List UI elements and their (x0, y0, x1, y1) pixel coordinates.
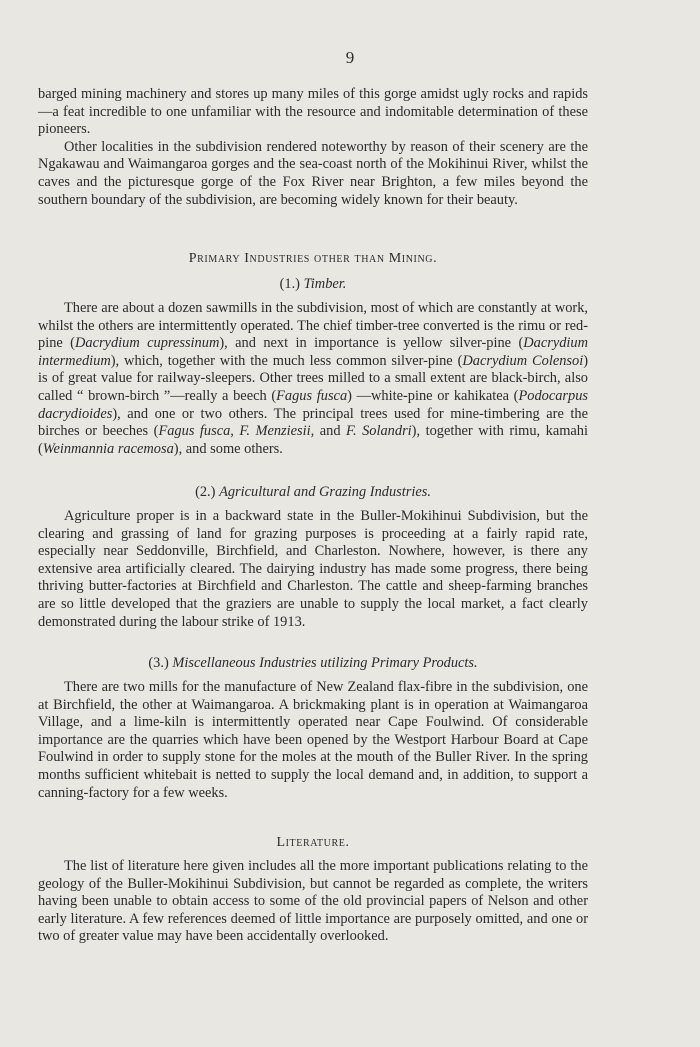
misc-subheading (38, 655, 588, 673)
agricultural-section (38, 508, 588, 631)
primary-industries-heading: Primary Industries other than Mining. (188, 251, 438, 266)
literature-heading: Literature. (276, 835, 350, 850)
timber-title: Timber. (303, 276, 347, 292)
literature-section (38, 858, 588, 946)
timber-paragraph: There are about a dozen sawmills in the subdivision, most of which are constantly at work, whilst the others are intermittently operated. The chief timber-tree converted is the rimu or red-pine (Dacrydium cupressinum), and next in importance is yellow silver-pine (Dacrydium intermedium), which, together with the much less common silver-pine (Dacrydium Colensoi) is of great value for railway-sleepers. Other trees milled to a small extent are black-birch, also called “ brown-birch ”—really a beech (Fagus fusca) —white-pine or kahikatea (Podocarpus dacrydioides), and one or two others. The principal trees used for mine-timbering are the birches or beeches (Fagus fusca, F. Menziesii, and F. Solandri), together with rimu, kamahi (Weinmannia racemosa), and some others. (38, 300, 589, 457)
intro-paragraph-continued: barged mining machinery and stores up many miles of this gorge amidst ugly rocks and rapids—a feat incredible to one unfamiliar with the resource and indomitable determination of these pioneers. (38, 86, 588, 138)
agricultural-subheading (38, 484, 588, 502)
agricultural-title: Agricultural and Grazing Industries. (219, 484, 431, 500)
misc-number: (3.) (148, 655, 169, 671)
agricultural-number: (2.) (195, 484, 216, 500)
intro-paragraph-scenery: Other localities in the subdivision rendered noteworthy by reason of their scenery are the Ngakawau and Waimangaroa gorges and the sea-coast north of the Mokihinui River, whilst the caves and the picturesque gorge of the Fox River near Brighton, a few miles beyond the southern boundary of the subdivision, are becoming widely known for their beauty. (38, 138, 588, 208)
agricultural-paragraph: Agriculture proper is in a backward state in the Buller-Mokihinui Subdivision, but the clearing and grassing of land for grazing purposes is proceeding at a fairly rapid rate, especially near Seddonville, Birchfield, and Charleston. Nowhere, however, is there any extensive area artificially cleared. The dairying industry has made some progress, there being thriving butter-factories at Birchfield and Charleston. The cattle and sheep-farming branches are so little developed that the graziers are unable to supply the local market, a fact clearly demonstrated during the labour strike of 1913. (38, 508, 588, 630)
literature-paragraph: The list of literature here given includes all the more important publications relating to the geology of the Buller-Mokihinui Subdivision, but cannot be regarded as complete, the writers having been unable to obtain access to some of the old provincial papers of Nelson and other early literature. A few references deemed of little importance are purposely omitted, and one or two of greater value may have been accidentally overlooked. (38, 858, 588, 945)
timber-subheading (38, 276, 588, 294)
intro-section (38, 86, 588, 209)
misc-paragraph: There are two mills for the manufacture of New Zealand flax-fibre in the subdivision, one at Birchfield, the other at Waimangaroa. A brickmaking plant is in operation at Waimangaroa Village, and a lime-kiln is intermittently operated near Cape Foulwind. Of considerable importance are the quarries which have been opened by the Westport Harbour Board at Cape Foulwind in order to supply stone for the moles at the mouth of the Buller River. In the spring months sufficient whitebait is netted to supply the local demand and, in addition, to support a canning-factory for a few weeks. (38, 679, 588, 801)
timber-section (38, 300, 588, 458)
page-number: 9 (345, 48, 355, 67)
timber-number: (1.) (279, 276, 300, 292)
misc-title: Miscellaneous Industries utilizing Primary Products. (172, 655, 478, 671)
misc-section (38, 679, 588, 802)
